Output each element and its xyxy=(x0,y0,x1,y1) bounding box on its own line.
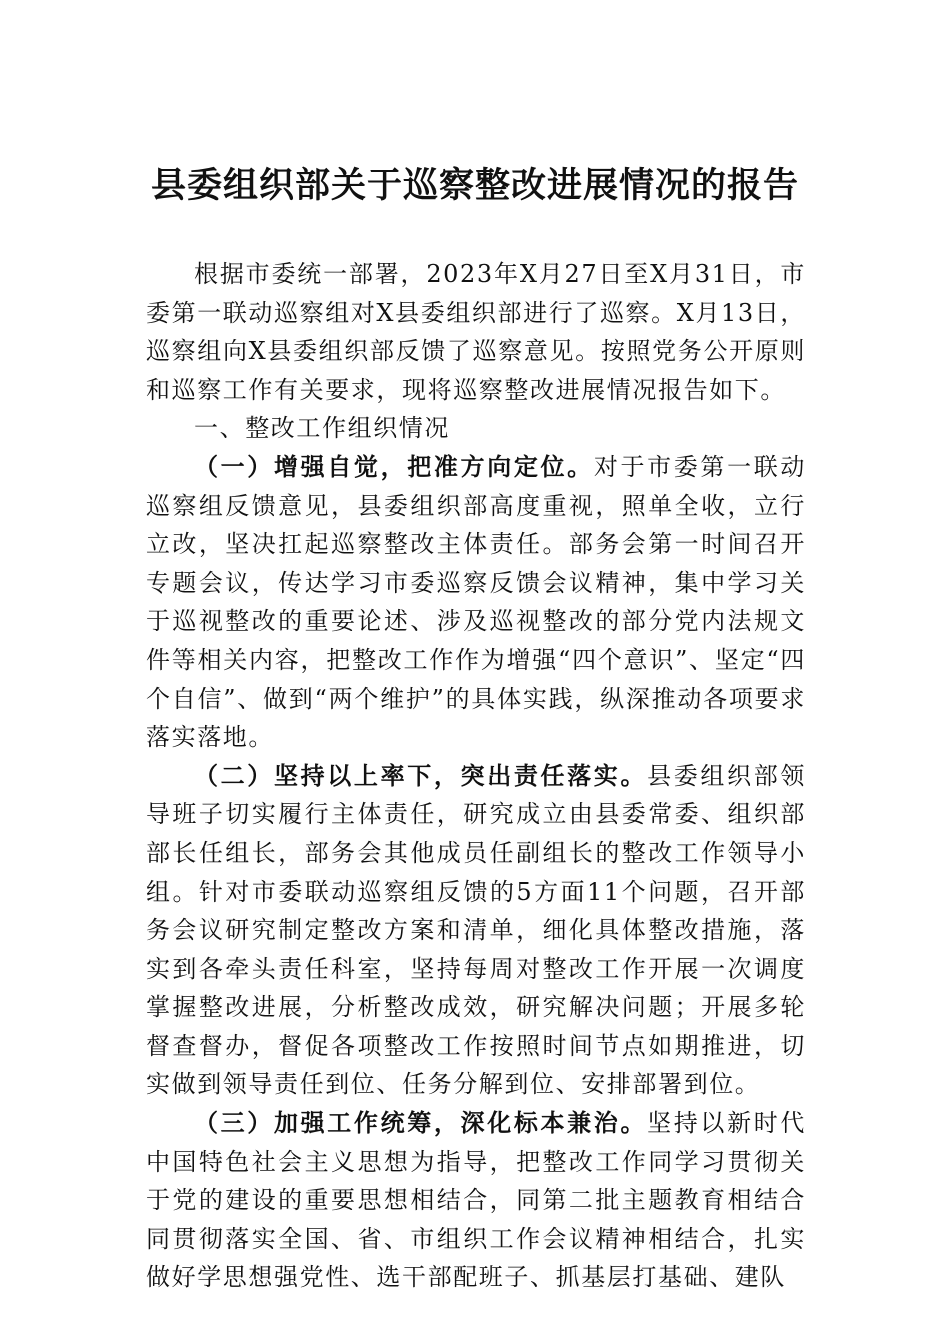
item-lead: （二）坚持以上率下，突出责任落实。 xyxy=(194,760,648,790)
paragraph-item-2 xyxy=(146,757,806,1104)
paragraph-item-3 xyxy=(146,1104,806,1297)
document-title: 县委组织部关于巡察整改进展情况的报告 xyxy=(150,165,799,206)
item-text: 对于市委第一联动巡察组反馈意见，县委组织部高度重视，照单全收，立行立改，坚决扛起巡察整改主体责任。部务会第一时间召开专题会议，传达学习市委巡察反馈会议精神，集中学习关于巡视整改的重要论述、涉及巡视整改的部分党内法规文件等相关内容，把整改工作作为增强“四个意识”、坚定“四个自信”、做到“两个维护”的具体实践，纵深推动各项要求落实落地。 xyxy=(146,452,806,752)
document-body xyxy=(146,255,806,1297)
item-text: 坚持以新时代中国特色社会主义思想为指导，把整改工作同学习贯彻关于党的建设的重要思想相结合，同第二批主题教育相结合同贯彻落实全国、省、市组织工作会议精神相结合，扎实做好学思想强党性、选干部配班子、抓基层打基础、建队 xyxy=(146,1109,806,1292)
item-text: 县委组织部领导班子切实履行主体责任，研究成立由县委常委、组织部部长任组长，部务会其他成员任副组长的整改工作领导小组。针对市委联动巡察组反馈的5方面11个问题，召开部务会议研究制定整改方案和清单，细化具体整改措施，落实到各牵头责任科室，坚持每周对整改工作开展一次调度掌握整改进展，分析整改成效，研究解决问题；开展多轮督查督办，督促各项整改工作按照时间节点如期推进，切实做到领导责任到位、任务分解到位、安排部署到位。 xyxy=(146,761,806,1099)
item-lead: （三）加强工作统筹，深化标本兼治。 xyxy=(194,1108,648,1138)
paragraph-item-1 xyxy=(146,448,806,757)
item-lead: （一）增强自觉，把准方向定位。 xyxy=(194,451,594,481)
section-heading: 一、整改工作组织情况 xyxy=(194,414,450,443)
intro-paragraph: 根据市委统一部署，2023年X月27日至X月31日，市委第一联动巡察组对X县委组织部进行了巡察。X月13日，巡察组向X县委组织部反馈了巡察意见。按照党务公开原则和巡察工作有关要求，现将巡察整改进展情况报告如下。 xyxy=(146,260,806,404)
